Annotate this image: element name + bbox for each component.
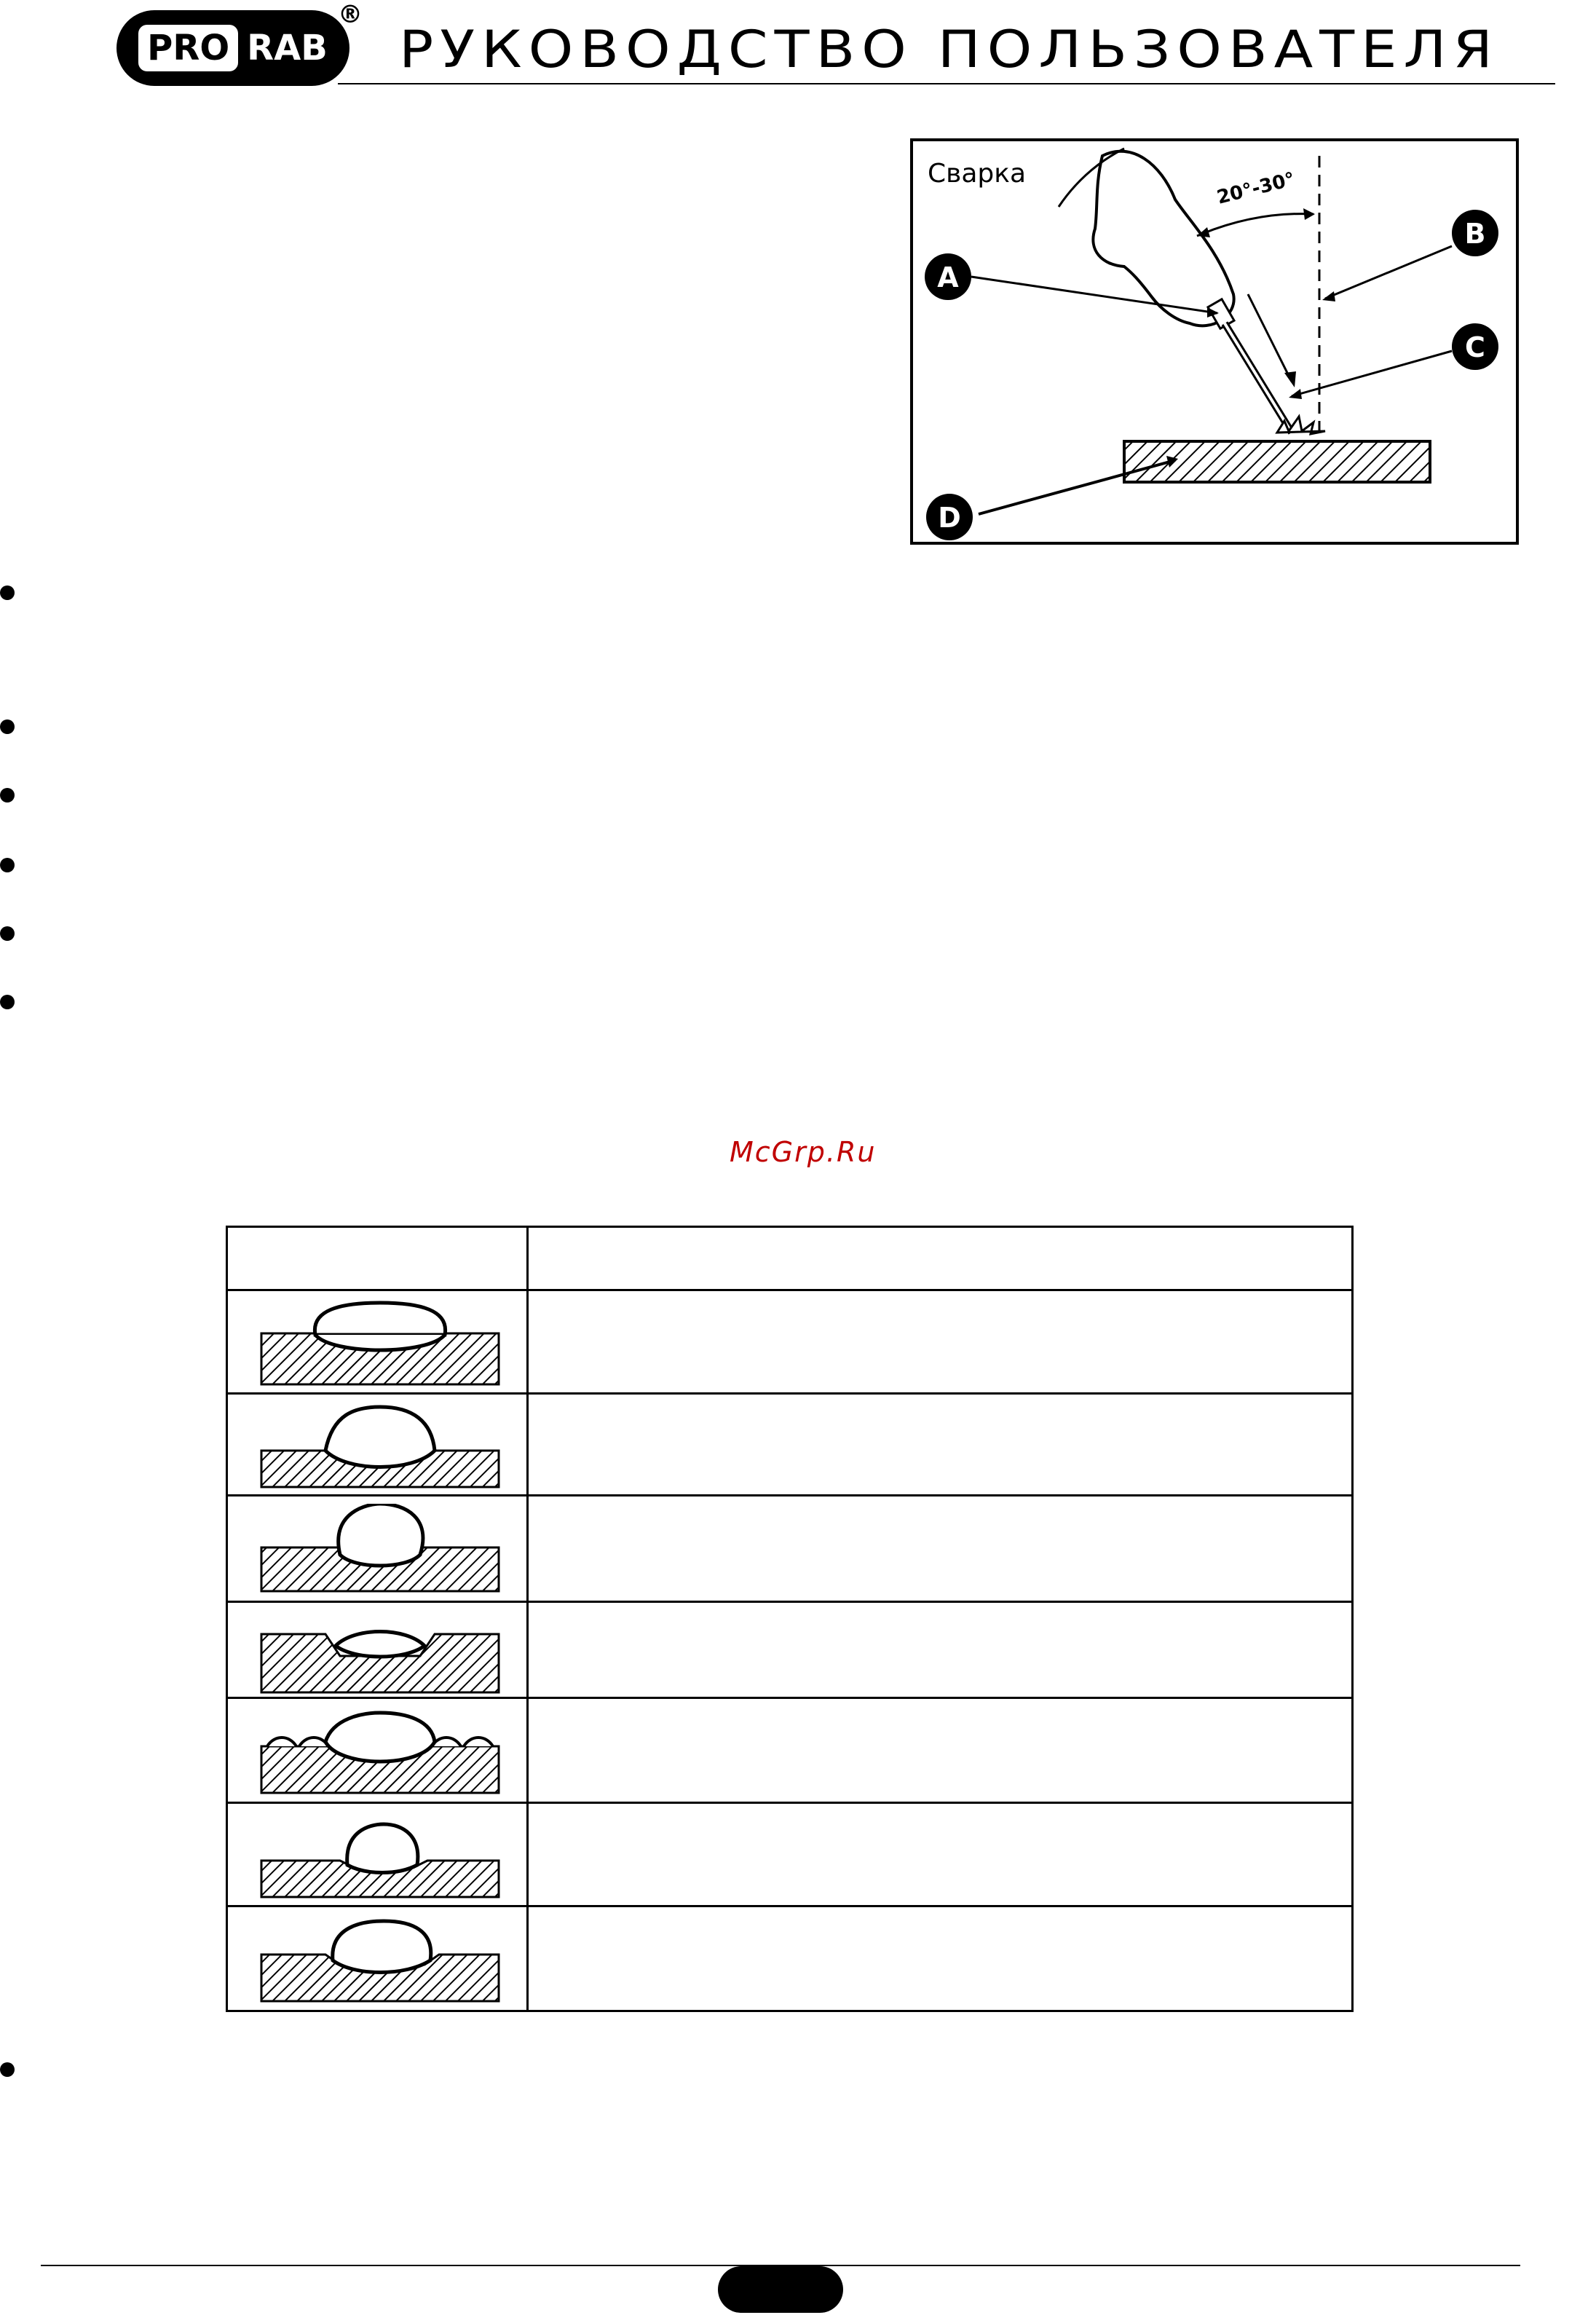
bead-description-cell	[528, 1803, 1353, 1906]
table-header-row	[227, 1227, 1353, 1290]
bullet-marker	[0, 585, 15, 600]
watermark: McGrp.Ru	[730, 1136, 877, 1168]
table-row	[227, 1803, 1353, 1906]
arc-spark-icon	[1277, 417, 1325, 434]
header-cell-description	[528, 1227, 1353, 1290]
bead-description-cell	[528, 1290, 1353, 1394]
table-row	[227, 1290, 1353, 1394]
table-row	[227, 1496, 1353, 1602]
bead-image-cell	[227, 1394, 528, 1496]
bead-image-cell	[227, 1906, 528, 2011]
label-d-badge	[926, 494, 973, 540]
weld-bead-table	[226, 1226, 1354, 2012]
bullet-marker	[0, 926, 15, 941]
bead-description-cell	[528, 1394, 1353, 1496]
svg-text:C: C	[1465, 331, 1485, 363]
svg-text:B: B	[1464, 218, 1486, 250]
wide-flat-bead-icon	[260, 1297, 500, 1387]
label-c-badge	[1452, 323, 1498, 370]
bullet-marker	[0, 719, 15, 734]
bead-description-cell	[528, 1496, 1353, 1602]
bead-image-cell	[227, 1290, 528, 1394]
hand-icon	[1093, 151, 1233, 326]
undercut-bead-icon	[260, 1400, 500, 1490]
table-row	[227, 1602, 1353, 1698]
small-high-bead-icon	[260, 1810, 500, 1900]
bullet-marker	[0, 788, 15, 802]
bead-description-cell	[528, 1602, 1353, 1698]
table-row	[227, 1394, 1353, 1496]
bead-description-cell	[528, 1906, 1353, 2011]
table-row	[227, 1698, 1353, 1803]
bullet-marker	[0, 2062, 15, 2077]
svg-text:A: A	[937, 261, 959, 293]
tall-narrow-bead-icon	[260, 1504, 500, 1594]
welding-figure	[910, 138, 1519, 545]
angle-arc	[1197, 214, 1313, 236]
logo-rab-text: RAB	[247, 28, 328, 68]
bead-image-cell	[227, 1803, 528, 1906]
page-number-badge	[718, 2266, 843, 2313]
bead-image-cell	[227, 1698, 528, 1803]
angle-label: 20°-30°	[1214, 168, 1297, 209]
page-title: РУКОВОДСТВО ПОЛЬЗОВАТЕЛЯ	[399, 20, 1499, 79]
bead-description-cell	[528, 1698, 1353, 1803]
label-b-badge	[1452, 210, 1498, 256]
header-divider	[338, 83, 1555, 84]
registered-mark: ®	[338, 0, 363, 29]
figure-caption: Сварка	[928, 159, 1027, 189]
logo-pro-text: PRO	[138, 25, 238, 71]
thin-bead-icon	[260, 1605, 500, 1695]
spatter-bead-icon	[260, 1705, 500, 1796]
correct-bead-icon	[260, 1914, 500, 2004]
bead-image-cell	[227, 1496, 528, 1602]
bead-image-cell	[227, 1602, 528, 1698]
prorab-logo	[116, 10, 349, 86]
label-a-badge	[925, 253, 971, 300]
bullet-marker	[0, 858, 15, 872]
bullet-marker	[0, 995, 15, 1009]
svg-text:D: D	[938, 502, 961, 534]
welding-diagram	[913, 141, 1516, 542]
header-cell-image	[227, 1227, 528, 1290]
table-row	[227, 1906, 1353, 2011]
